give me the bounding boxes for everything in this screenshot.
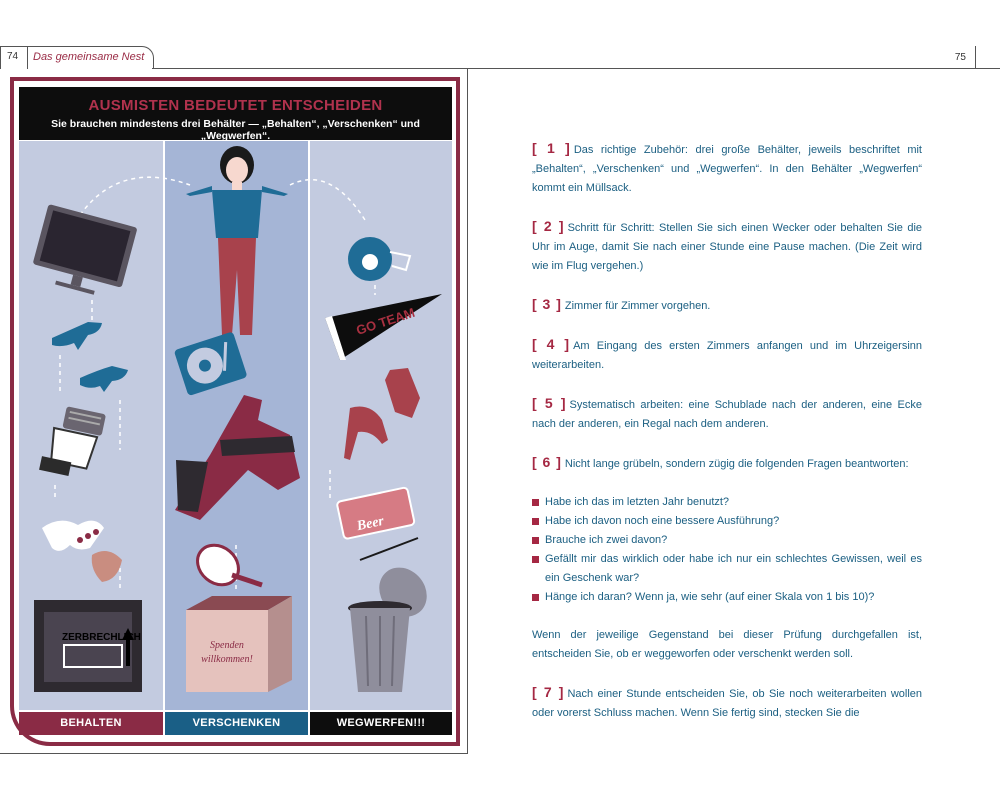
poster-subtitle: Sie brauchen mindestens drei Behälter — „Behalten“, „Verschenken“ und „Wegwerfen“. (51, 118, 420, 142)
donation-label-line1: Spenden (210, 640, 244, 651)
list-item (532, 295, 922, 316)
item-number: [ 2 ] (532, 218, 565, 234)
right-page-number: 75 (954, 52, 966, 63)
right-page-body (532, 139, 922, 742)
list-item (532, 683, 922, 723)
item-number: [ 7 ] (532, 684, 565, 700)
item-text: Am Eingang des ersten Zimmers anfangen und im Uhrzeigersinn weiterarbeiten. (532, 340, 922, 371)
sign-cord (360, 538, 418, 560)
red-shoes-icon (344, 368, 420, 460)
chapter-title: Das gemeinsame Nest (33, 51, 145, 63)
lingerie-icon (42, 521, 122, 582)
list-item (532, 453, 922, 474)
helmet-icon (348, 237, 410, 281)
item-number: [ 1 ] (532, 140, 571, 156)
item-text: Nach einer Stunde entscheiden Sie, ob Sie noch weiterarbeiten wollen oder vorerst Schluss machen. Wenn Sie fertig sind, stecken Sie die (532, 688, 922, 719)
bullet-square-icon (532, 594, 539, 601)
left-page-number: 74 (7, 51, 19, 62)
question-list (532, 493, 922, 607)
fragile-box-icon (34, 600, 142, 692)
dress-icon (175, 395, 300, 520)
list-item (532, 139, 922, 198)
fragile-label: ZERBRECHLICH (62, 632, 141, 643)
beer-sign-icon (337, 487, 415, 539)
list-item (532, 394, 922, 434)
footer-keep-label: BEHALTEN (19, 712, 163, 735)
bullet-square-icon (532, 537, 539, 544)
item-text: Systematisch arbeiten: eine Schublade nach der anderen, eine Ecke nach der anderen, ein Regal nach dem anderen. (532, 399, 922, 430)
turntable-icon (174, 331, 248, 396)
footer-give-label: VERSCHENKEN (165, 712, 308, 735)
question-item: Habe ich das im letzten Jahr benutzt? (532, 493, 922, 512)
coffee-machine-icon (39, 403, 106, 481)
footer-trash-label: WEGWERFEN!!! (310, 712, 452, 735)
item-number: [ 6 ] (532, 454, 562, 470)
question-item: Gefällt mir das wirklich oder habe ich nur ein schlechtes Gewissen, weil es ein Geschenk war? (532, 550, 922, 588)
list-item (532, 335, 922, 375)
woman-figure (186, 146, 288, 335)
bullet-square-icon (532, 499, 539, 506)
pennant-text: GO TEAM (354, 304, 417, 338)
item-number: [ 3 ] (532, 296, 562, 312)
poster-title: AUSMISTEN BEDEUTET ENTSCHEIDEN (88, 97, 383, 114)
item-number: [ 4 ] (532, 336, 571, 352)
item-text: Schritt für Schritt: Stellen Sie sich einen Wecker oder behalten Sie die Uhr im Auge, damit Sie nach einer Stunde eine Pause machen. (Die Zeit wird wie im Flug vergehen.) (532, 222, 922, 272)
beer-sign-text: Beer (355, 513, 386, 535)
tv-icon (29, 204, 138, 301)
bullet-square-icon (532, 556, 539, 563)
donation-label-line2: willkommen! (201, 654, 253, 665)
question-item: Brauche ich zwei davon? (532, 531, 922, 550)
item-text: Das richtige Zubehör: drei große Behälter, jeweils beschriftet mit „Behalten“, „Verschenken“ und „Wegwerfen“. In den Behälter „Wegwerfen“ kommt ein Müllsack. (532, 144, 922, 194)
item-text: Zimmer für Zimmer vorgehen. (564, 300, 711, 312)
question-item: Habe ich davon noch eine bessere Ausführung? (532, 512, 922, 531)
trash-can-icon (348, 558, 437, 692)
after-questions-text: Wenn der jeweilige Gegenstand bei dieser Prüfung durchgefallen ist, entscheiden Sie, ob er weggeworfen oder verschenkt werden soll. (532, 629, 922, 660)
blue-shoes-icon (52, 322, 128, 392)
tennis-racket-icon (190, 537, 262, 593)
question-item: Hänge ich daran? Wenn ja, wie sehr (auf einer Skala von 1 bis 10)? (532, 588, 922, 607)
item-text: Nicht lange grübeln, sondern zügig die folgenden Fragen beantworten: (564, 458, 909, 470)
item-number: [ 5 ] (532, 395, 567, 411)
list-item (532, 217, 922, 276)
bullet-square-icon (532, 518, 539, 525)
